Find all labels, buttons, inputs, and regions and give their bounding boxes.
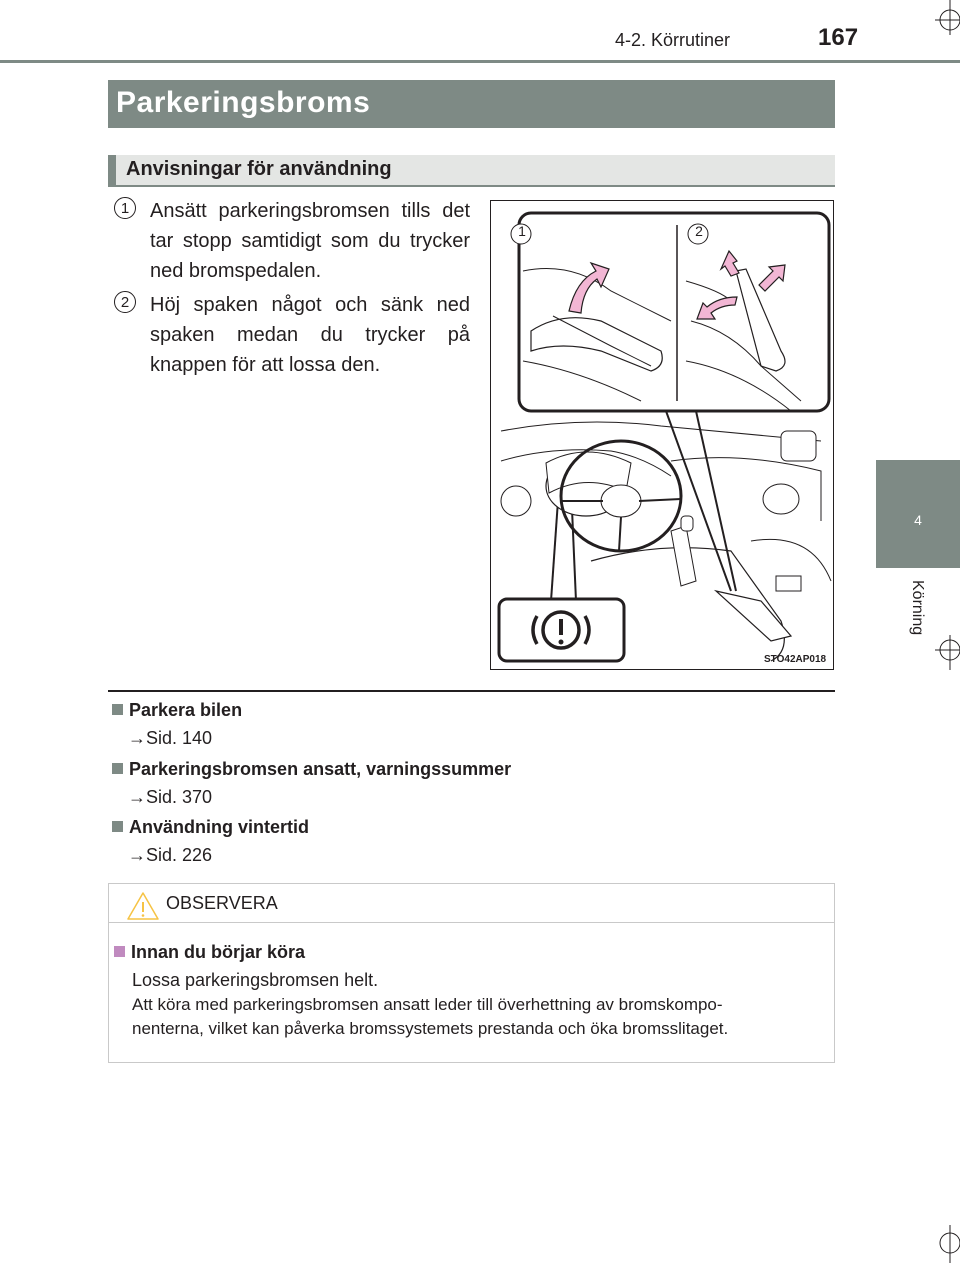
parking-brake-illustration bbox=[490, 200, 834, 670]
chapter-tab-number: 4 bbox=[914, 512, 922, 528]
page-title-bar bbox=[108, 80, 835, 128]
chapter-tab-label: Körning bbox=[909, 580, 926, 636]
note-reference[interactable]: →Sid. 226 bbox=[128, 845, 213, 865]
crop-mark-icon bbox=[930, 1225, 960, 1263]
caution-heading: Innan du börjar köra bbox=[114, 942, 305, 963]
illustration-drawing bbox=[491, 201, 833, 669]
page-number: 167 bbox=[818, 24, 859, 51]
step-1-text: Ansätt parkeringsbromsen tills det tar stopp samtidigt som du trycker ned bromspedalen. bbox=[150, 200, 470, 282]
arrow-right-icon: → bbox=[128, 845, 146, 865]
step-number-2: 2 bbox=[114, 291, 136, 313]
inset-label-1: 1 bbox=[518, 223, 526, 239]
header-rule bbox=[0, 60, 960, 63]
inset-label-2: 2 bbox=[695, 223, 703, 239]
note-reference[interactable]: →Sid. 370 bbox=[128, 787, 213, 807]
crop-mark-icon bbox=[930, 0, 960, 40]
figure-code: STO42AP018 bbox=[764, 654, 827, 665]
caution-title: OBSERVERA bbox=[166, 893, 278, 913]
section-label: 4-2. Körrutiner bbox=[615, 30, 731, 50]
step-2-text: Höj spaken något och sänk ned spaken medan du trycker på knappen för att lossa den. bbox=[150, 294, 470, 376]
page-title: Parkeringsbroms bbox=[116, 86, 371, 119]
arrow-right-icon: → bbox=[128, 787, 146, 807]
warning-triangle-icon bbox=[126, 891, 160, 921]
caution-text-line-1: Lossa parkeringsbromsen helt. bbox=[132, 970, 379, 990]
note-heading: Parkera bilen bbox=[112, 700, 242, 721]
caution-text-line-3: nenterna, vilket kan påverka bromssystemets prestanda och öka bromsslitaget. bbox=[132, 1019, 729, 1038]
section-divider bbox=[108, 690, 835, 692]
caution-divider bbox=[108, 922, 835, 923]
caution-text-line-2: Att köra med parkeringsbromsen ansatt leder till överhettning av bromskompo- bbox=[132, 995, 723, 1014]
note-heading: Parkeringsbromsen ansatt, varningssummer bbox=[112, 759, 511, 780]
crop-mark-icon bbox=[930, 630, 960, 670]
subsection-title: Anvisningar för användning bbox=[126, 158, 392, 180]
subsection-bar bbox=[108, 155, 835, 187]
note-reference[interactable]: →Sid. 140 bbox=[128, 728, 213, 748]
note-heading: Användning vintertid bbox=[112, 817, 309, 838]
step-number-1: 1 bbox=[114, 197, 136, 219]
arrow-right-icon: → bbox=[128, 728, 146, 748]
